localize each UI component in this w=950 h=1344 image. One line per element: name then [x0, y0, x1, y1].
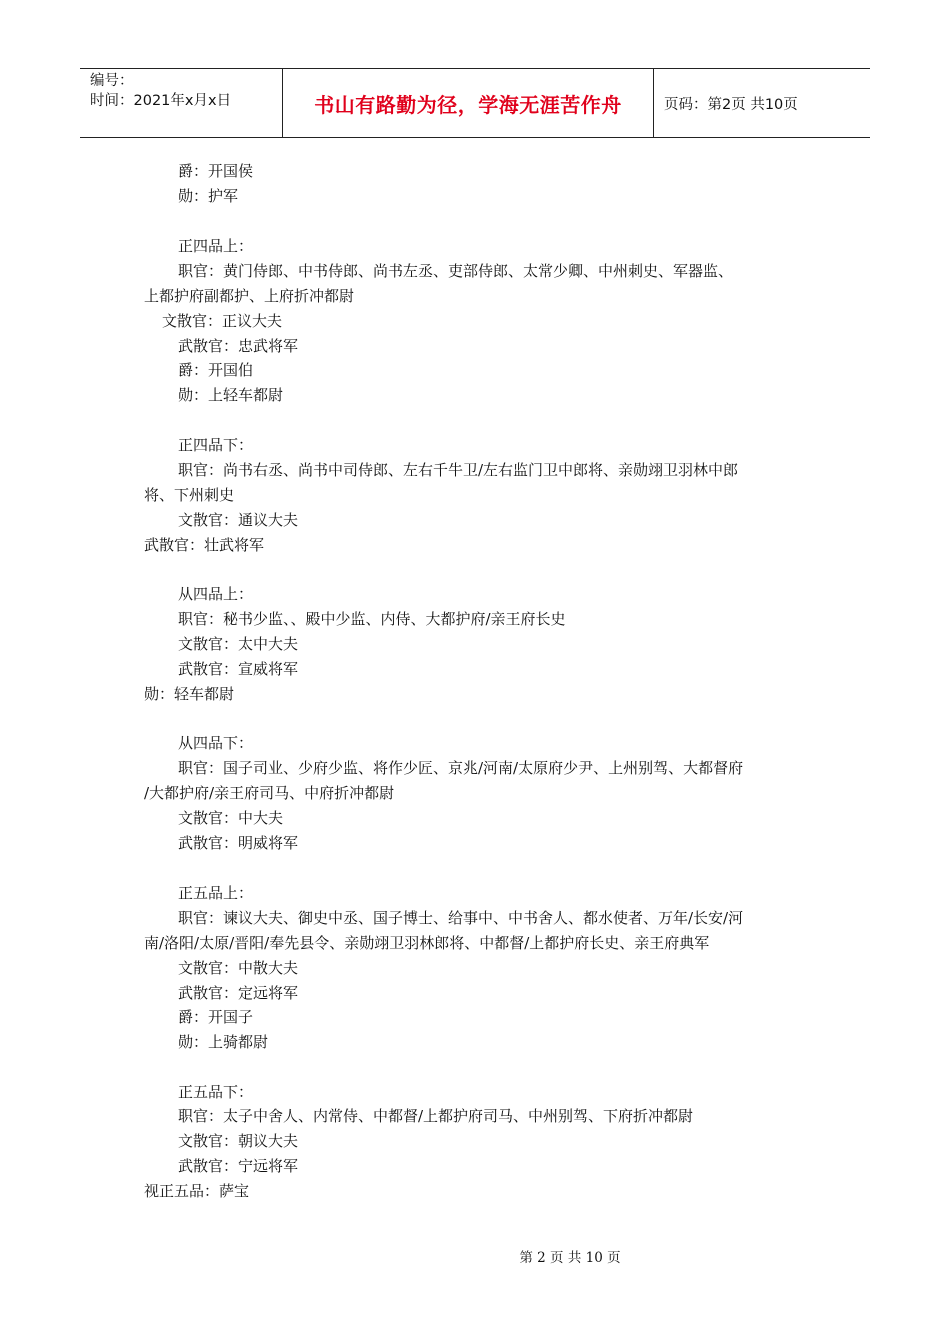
text-line: 职官：国子司业、少府少监、将作少匠、京兆/河南/太原府少尹、上州别驾、大都督府 [178, 759, 744, 777]
text-line: 武散官：定远将军 [178, 984, 299, 1002]
footer-page-number: 第 2 页 共 10 页 [519, 1250, 621, 1266]
text-line: 上都护府副都护、上府折冲都尉 [144, 287, 355, 305]
section-heading: 从四品上： [178, 585, 254, 603]
header-motto-cell [282, 69, 654, 137]
document-header [80, 68, 870, 138]
text-line: 职官：太子中舍人、内常侍、中都督/上都护府司马、中州别驾、下府折冲都尉 [178, 1107, 694, 1125]
text-line: 文散官：太中大夫 [178, 635, 299, 653]
section-heading: 正五品下： [178, 1083, 254, 1101]
text-line: 爵：开国子 [178, 1008, 254, 1026]
text-line: 武散官：忠武将军 [178, 337, 299, 355]
text-line: 武散官：明威将军 [178, 834, 299, 852]
text-line: 职官：黄门侍郎、中书侍郎、尚书左丞、吏部侍郎、太常少卿、中州刺史、军器监、 [178, 262, 734, 280]
page-footer [0, 1246, 950, 1266]
text-line: 职官：尚书右丞、尚书中司侍郎、左右千牛卫/左右监门卫中郎将、亲勋翊卫羽林中郎 [178, 461, 739, 479]
text-line: 文散官：中散大夫 [178, 959, 299, 977]
text-line: 勋：上骑都尉 [178, 1033, 269, 1051]
text-line: 爵：开国伯 [178, 361, 254, 379]
text-line: 勋：护军 [178, 187, 239, 205]
text-line: 职官：谏议大夫、御史中丞、国子博士、给事中、中书舍人、都水使者、万年/长安/河 [178, 909, 744, 927]
text-line: 爵：开国侯 [178, 162, 254, 180]
section-heading: 正五品上： [178, 884, 254, 902]
text-line: 武散官：宁远将军 [178, 1157, 299, 1175]
text-line: 文散官：正议大夫 [162, 312, 283, 330]
text-line: 将、下州刺史 [144, 486, 235, 504]
text-line: 文散官：中大夫 [178, 809, 284, 827]
motto-text: 书山有路勤为径，学海无涯苦作舟 [314, 92, 622, 117]
section-heading: 从四品下： [178, 734, 254, 752]
section-heading: 正四品上： [178, 237, 254, 255]
text-line: 勋：上轻车都尉 [178, 386, 284, 404]
header-meta [80, 69, 282, 137]
header-page-cell [654, 69, 870, 137]
text-line: /大都护府/亲王府司马、中府折冲都尉 [144, 784, 395, 802]
number-label: 编号： [90, 73, 134, 89]
text-line: 勋：轻车都尉 [144, 685, 235, 703]
page-code: 页码：第2页 共10页 [664, 96, 798, 113]
text-line: 武散官：壮武将军 [144, 536, 265, 554]
section-heading: 正四品下： [178, 436, 254, 454]
text-line: 职官：秘书少监、、殿中少监、内侍、大都护府/亲王府长史 [178, 610, 566, 628]
text-line: 南/洛阳/太原/晋阳/奉先县令、亲勋翊卫羽林郎将、中都督/上都护府长史、亲王府典军 [144, 934, 710, 952]
date-line: 时间：2021年x月x日 [90, 93, 232, 109]
text-line: 文散官：通议大夫 [178, 511, 299, 529]
text-line: 武散官：宣威将军 [178, 660, 299, 678]
text-line: 视正五品：萨宝 [144, 1182, 250, 1200]
text-line: 文散官：朝议大夫 [178, 1132, 299, 1150]
